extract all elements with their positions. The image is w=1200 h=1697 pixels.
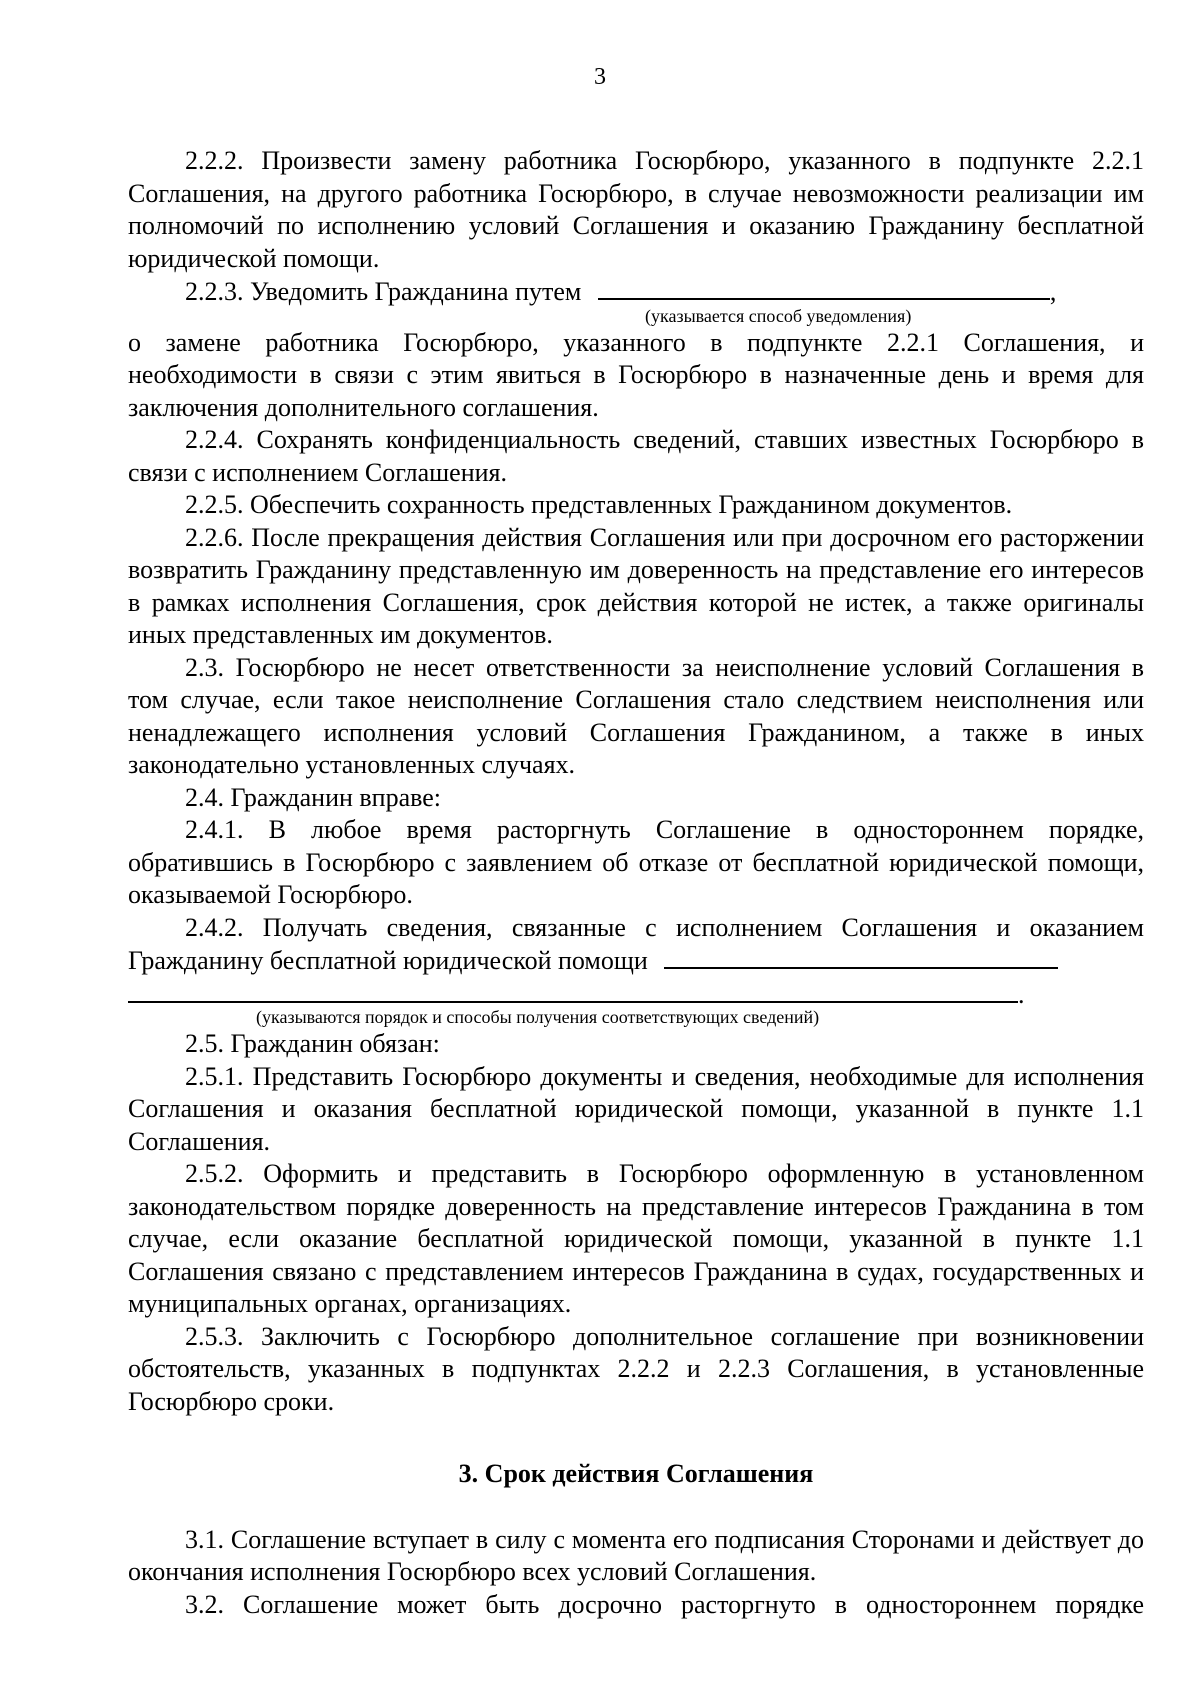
- page-number: 3: [594, 64, 606, 90]
- notification-method-blank: [598, 275, 1050, 300]
- document-body: [128, 145, 1144, 1621]
- clause-2-2-3-lead: [128, 275, 1144, 309]
- clause-2-2-2: 2.2.2. Произвести замену работника Госюрбюро, указанного в подпункте 2.2.1 Соглашения, на другого работника Госюрбюро, в случае невозможности реализации им полномочий по исполнению условий Соглашения и оказанию Гражданину бесплатной юридической помощи.: [128, 146, 1144, 273]
- clause-2-4: 2.4. Гражданин вправе:: [185, 782, 442, 812]
- clause-2-4-2-line2: [128, 944, 1144, 978]
- info-procedure-note: (указываются порядок и способы получения соответствующих сведений): [256, 1007, 820, 1027]
- clause-2-4-2-line2-text: Гражданину бесплатной юридической помощи: [128, 946, 648, 975]
- info-procedure-blank-2: [128, 978, 1018, 1003]
- clause-3-2: 3.2. Соглашение может быть досрочно расторгнуто в одностороннем порядке: [185, 1589, 1144, 1619]
- clause-2-3: 2.3. Госюрбюро не несет ответственности за неисполнение условий Соглашения в том случае, если такое неисполнение Соглашения стало следствием неисполнения или ненадлежащего исполнения условий Соглашения Гражданином, а также в иных законодательно установленных случаях.: [128, 652, 1144, 779]
- clause-2-4-2-line1: 2.4.2. Получать сведения, связанные с исполнением Соглашения и оказанием: [185, 912, 1144, 942]
- clause-2-2-3-rest: о замене работника Госюрбюро, указанного в подпункте 2.2.1 Соглашения, и необходимости в связи с этим явиться в Госюрбюро в назначенные день и время для заключения дополнительного соглашения.: [128, 327, 1144, 422]
- clause-2-5: 2.5. Гражданин обязан:: [185, 1029, 440, 1058]
- clause-2-5-1: 2.5.1. Представить Госюрбюро документы и сведения, необходимые для исполнения Соглашения и оказания бесплатной юридической помощи, указанной в пункте 1.1 Соглашения.: [128, 1061, 1144, 1156]
- notification-method-note: (указывается способ уведомления): [645, 305, 912, 326]
- info-procedure-blank-1: [664, 944, 1058, 969]
- clause-2-5-3: 2.5.3. Заключить с Госюрбюро дополнительное соглашение при возникновении обстоятельств, указанных в подпунктах 2.2.2 и 2.2.3 Соглашения, в установленные Госюрбюро сроки.: [128, 1321, 1144, 1416]
- clause-2-2-4: 2.2.4. Сохранять конфиденциальность сведений, ставших известных Госюрбюро в связи с исполнением Соглашения.: [128, 425, 1144, 487]
- clause-3-1: 3.1. Соглашение вступает в силу с момента его подписания Сторонами и действует до окончания исполнения Госюрбюро всех условий Соглашения.: [128, 1524, 1144, 1586]
- clause-2-2-6: 2.2.6. После прекращения действия Соглашения или при досрочном его расторжении возвратить Гражданину представленную им доверенность на представление его интересов в рамках исполнения Соглашения, срок действия которой не истек, а также оригиналы иных представленных им документов.: [128, 522, 1144, 649]
- section-3-heading: 3. Срок действия Соглашения: [458, 1459, 814, 1488]
- clause-2-2-5: 2.2.5. Обеспечить сохранность представленных Гражданином документов.: [185, 490, 1013, 519]
- clause-2-5-2: 2.5.2. Оформить и представить в Госюрбюро оформленную в установленном законодательством порядке доверенность на представление интересов Гражданина в том случае, если оказание бесплатной юридической помощи, указанной в пункте 1.1 Соглашения связано с представлением интересов Гражданина в судах, государственных и муниципальных органах, организациях.: [128, 1159, 1144, 1318]
- clause-2-4-1: 2.4.1. В любое время расторгнуть Соглашение в одностороннем порядке, обратившись в Госюрбюро с заявлением об отказе от бесплатной юридической помощи, оказываемой Госюрбюро.: [128, 815, 1144, 909]
- clause-2-4-2-period: .: [1018, 979, 1025, 1009]
- clause-2-2-3-lead-text: 2.2.3. Уведомить Гражданина путем: [185, 277, 582, 306]
- clause-2-2-3-comma: ,: [1049, 277, 1057, 306]
